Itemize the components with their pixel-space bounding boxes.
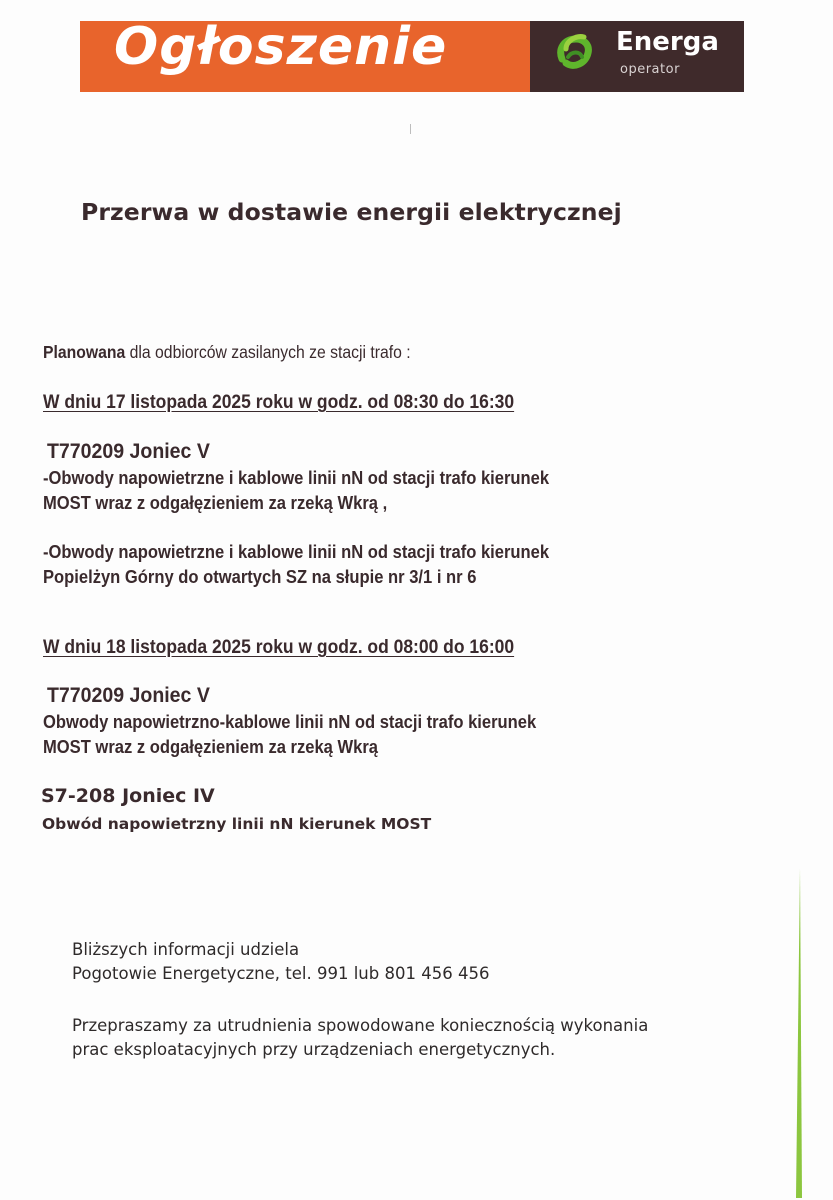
circuit-line: MOST wraz z odgałęzieniem za rzeką Wkrą <box>43 737 378 757</box>
decorative-green-line <box>796 868 802 1198</box>
circuit-line: Obwody napowietrzno-kablowe linii nN od stacji trafo kierunek <box>43 712 537 732</box>
circuit-line: MOST wraz z odgałęzieniem za rzeką Wkrą , <box>43 493 388 513</box>
circuit-line: -Obwody napowietrzne i kablowe linii nN od stacji trafo kierunek <box>43 468 550 488</box>
day-2-circuit-2: Obwód napowietrzny linii nN kierunek MOST <box>42 815 432 833</box>
logo-name: Energa <box>616 27 719 57</box>
scan-mark <box>410 124 411 134</box>
circuit-line: Popielżyn Górny do otwartych SZ na słupie nr 3/1 i nr 6 <box>43 567 477 587</box>
contact-line-2: Pogotowie Energetyczne, tel. 991 lub 801 456 456 <box>72 964 490 983</box>
contact-line-1: Bliższych informacji udziela <box>72 940 300 959</box>
day-2-date-line: W dniu 18 listopada 2025 roku w godz. od 08:00 do 16:00 <box>43 637 515 658</box>
day-1-circuit-2 <box>43 540 549 590</box>
banner-title: Ogłoszenie <box>114 17 448 77</box>
day-2-circuit-1 <box>43 710 536 760</box>
day-1-station-1-name: T770209 Joniec V <box>47 440 210 463</box>
contact-info <box>72 938 489 986</box>
day-1-date-line: W dniu 17 listopada 2025 roku w godz. od 08:30 do 16:30 <box>43 392 515 413</box>
energa-logo-panel <box>530 21 744 92</box>
notice-intro <box>43 342 411 363</box>
day-2-station-2-name: S7-208 Joniec IV <box>41 785 215 807</box>
logo-subtitle: operator <box>620 62 680 77</box>
energa-swirl-icon <box>556 29 594 73</box>
banner-title-panel <box>80 17 530 92</box>
apology-line-2: prac eksploatacyjnych przy urządzeniach energetycznych. <box>72 1040 556 1059</box>
intro-rest: dla odbiorców zasilanych ze stacji trafo : <box>125 342 411 362</box>
day-1-circuit-1 <box>43 466 549 516</box>
apology-line-1: Przepraszamy za utrudnienia spowodowane koniecznością wykonania <box>72 1016 649 1035</box>
intro-bold: Planowana <box>43 342 126 362</box>
circuit-line: -Obwody napowietrzne i kablowe linii nN od stacji trafo kierunek <box>43 542 550 562</box>
apology-text <box>72 1014 648 1062</box>
day-2-station-1-name: T770209 Joniec V <box>47 684 210 707</box>
notice-title: Przerwa w dostawie energii elektrycznej <box>81 198 622 226</box>
header-banner <box>80 17 744 92</box>
